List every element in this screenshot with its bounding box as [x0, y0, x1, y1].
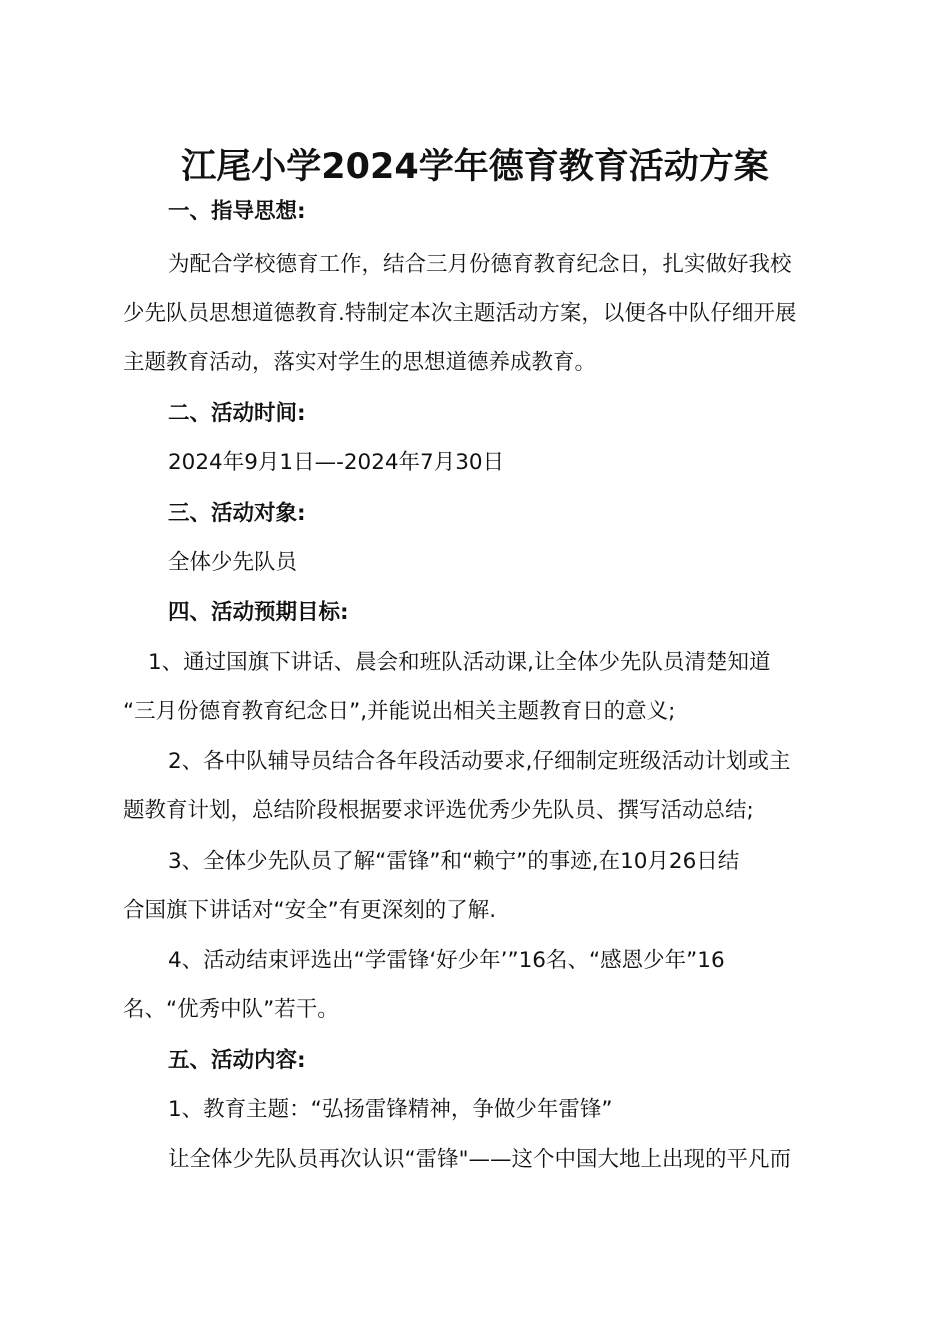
section-heading-guiding-ideology: 一、指导思想: — [168, 199, 306, 224]
list-item-line: 2、各中队辅导员结合各年段活动要求,仔细制定班级活动计划或主 — [168, 749, 791, 774]
list-item-line: 名、“优秀中队”若干。 — [123, 997, 339, 1022]
list-item-line: 3、全体少先队员了解“雷锋”和“赖宁”的事迹,在10月26日结 — [168, 849, 740, 874]
paragraph-line: 全体少先队员 — [168, 550, 298, 575]
paragraph-line: 2024年9月1日—-2024年7月30日 — [168, 450, 505, 475]
paragraph-line: 1、教育主题：“弘扬雷锋精神，争做少年雷锋” — [168, 1097, 613, 1122]
section-heading-activity-content: 五、活动内容: — [168, 1048, 306, 1073]
section-heading-activity-target: 三、活动对象: — [168, 501, 306, 526]
paragraph-line: 为配合学校德育工作，结合三月份德育教育纪念日，扎实做好我校 — [168, 252, 792, 277]
section-heading-expected-goals: 四、活动预期目标: — [168, 600, 349, 625]
paragraph-line: 主题教育活动，落实对学生的思想道德养成教育。 — [123, 350, 597, 375]
paragraph-line: 少先队员思想道德教育.特制定本次主题活动方案，以便各中队仔细开展 — [123, 301, 797, 326]
list-item-line: 4、活动结束评选出“学雷锋‘好少年’”16名、“感恩少年”16 — [168, 948, 725, 973]
paragraph-line: 让全体少先队员再次认识“雷锋"——这个中国大地上出现的平凡而 — [168, 1147, 792, 1172]
document-title: 江尾小学2024学年德育教育活动方案 — [181, 147, 769, 187]
section-heading-activity-time: 二、活动时间: — [168, 401, 306, 426]
list-item-line: 1、通过国旗下讲话、晨会和班队活动课,让全体少先队员清楚知道 — [148, 650, 771, 675]
list-item-line: 题教育计划，总结阶段根据要求评选优秀少先队员、撰写活动总结; — [123, 798, 754, 823]
list-item-line: 合国旗下讲话对“安全”有更深刻的了解. — [123, 898, 497, 923]
list-item-line: “三月份德育教育纪念日”,并能说出相关主题教育日的意义; — [123, 699, 676, 724]
